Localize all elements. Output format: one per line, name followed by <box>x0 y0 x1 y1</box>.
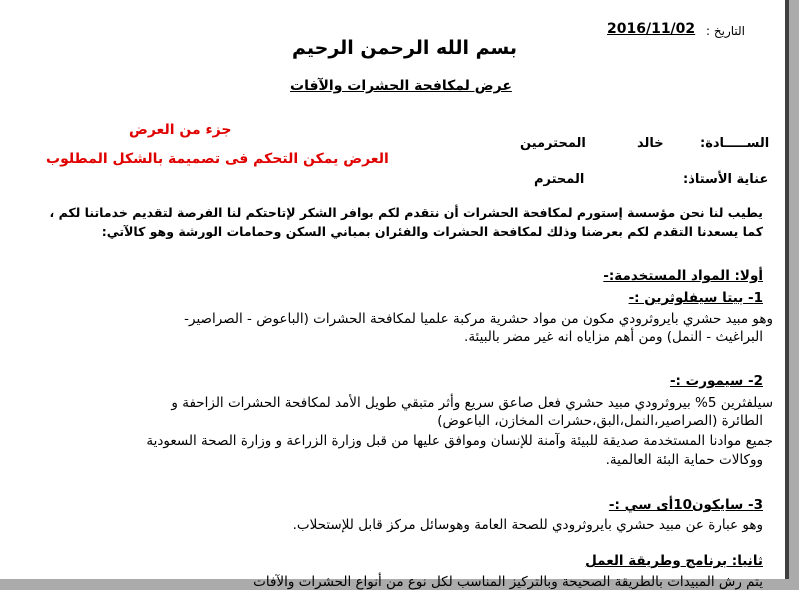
section-1-title: أولا: المواد المستخدمة:- <box>603 268 763 284</box>
item-2-line-4: ووكالات حماية البئة العالمية. <box>605 452 763 468</box>
design-note: العرض يمكن التحكم فى تصميمة بالشكل المطلوب <box>46 151 389 167</box>
addressee-name: خالد <box>637 136 664 151</box>
date-label: التاريخ : <box>706 24 746 38</box>
addressee-title: المحترمين <box>520 136 586 151</box>
date-value: 2016/11/02 <box>607 21 696 37</box>
part-note: جزء من العرض <box>129 122 232 138</box>
item-3-heading: 3- سايكون10أى سي :- <box>608 497 763 513</box>
item-1-line-2: البراغيث - النمل) ومن أهم مزاياه انه غير مضر بالبيئة. <box>464 329 763 345</box>
item-2-line-3: جميع موادنا المستخدمة صديقة للبيئة وآمنة للإنسان وموافق عليها من قبل وزارة الزراعة و وزارة الصحة السعودية <box>146 433 773 449</box>
intro-line-2: كما يسعدنا التقدم لكم بعرضنا وذلك لمكافحة الحشرات والفئران بمباني السكن وحمامات الورشة وهو كالآتي: <box>101 224 763 239</box>
attention-prefix: عناية الأستاذ: <box>683 172 769 187</box>
basmala: بسم الله الرحمن الرحيم <box>292 37 517 59</box>
item-1-line-1: وهو مبيد حشري بايروثرودي مكون من مواد حشرية مركبة علميا لمكافحة الحشرات (الباعوض - الصراصير- <box>184 311 773 327</box>
section-2-title: ثانيا: برنامج وطريقة العمل <box>585 553 763 569</box>
viewer-background <box>789 0 799 579</box>
addressee-prefix: الســـــادة: <box>700 136 770 151</box>
attention-title: المحترم <box>534 172 585 187</box>
section-2-partial-line: يتم رش المبيدات بالطريقة الصحيحة وبالتركيز المناسب لكل نوع من أنواع الحشرات والآفات <box>253 574 763 590</box>
item-2-line-1: سيلفثرين 5% بيروثرودي مبيد حشري فعل صاعق سريع وأثر متبقي طويل الأمد لمكافحة الحشرات الزاحفة و <box>171 395 773 411</box>
item-2-line-2: الطائرة (الصراصير،النمل،البق،حشرات المخازن، الباعوض) <box>437 413 763 429</box>
item-2-heading: 2- سيمورت :- <box>669 373 763 389</box>
intro-line-1: يطيب لنا نحن مؤسسة إستورم لمكافحة الحشرات أن نتقدم لكم بوافر الشكر لإتاحتكم لنا الفرصة لتقديم خدماتنا لكم ، <box>49 205 763 220</box>
item-1-heading: 1- بيتا سيفلوثرين :- <box>628 290 763 306</box>
subject-title: عرض لمكافحة الحشرات والآفات <box>290 78 512 94</box>
item-3-line-1: وهو عبارة عن مبيد حشري بايروثرودي للصحة العامة وهوسائل مركز قابل للإستحلاب. <box>292 517 763 533</box>
